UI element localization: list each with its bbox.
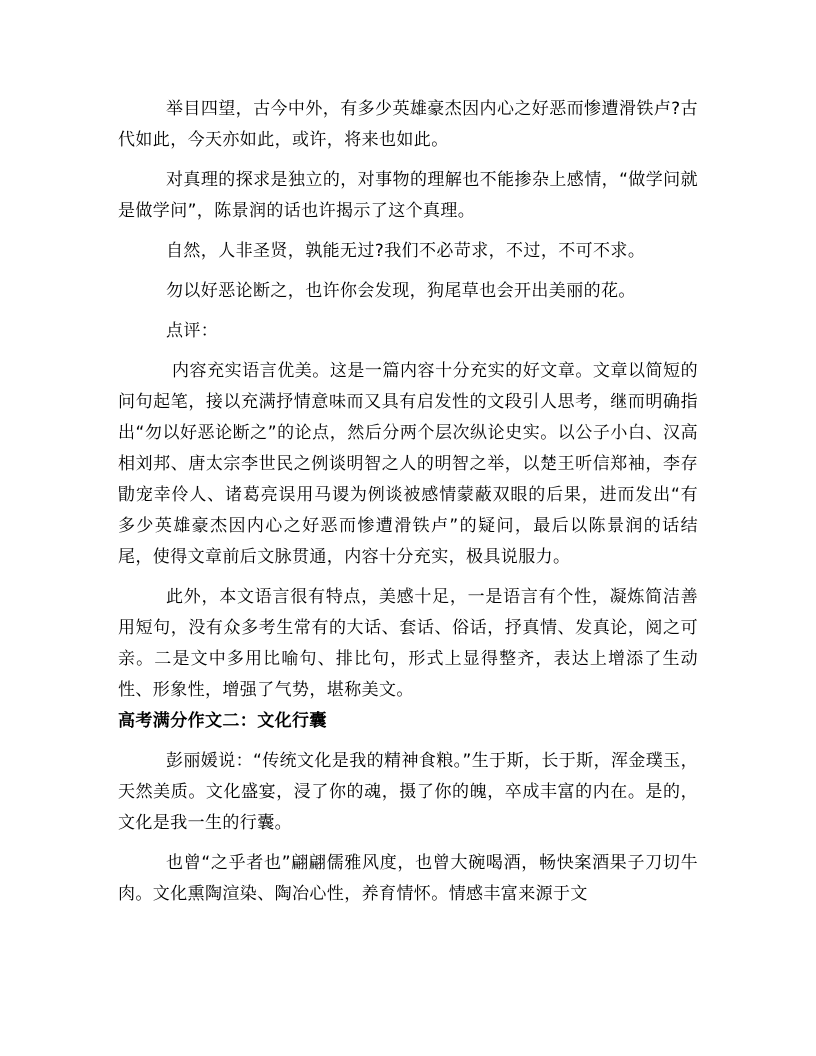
essay-heading: 高考满分作文二：文化行囊 [118,711,327,731]
paragraph-culture: 彭丽媛说：“传统文化是我的精神食粮。”生于斯，长于斯，浑金璞玉，天然美质。文化盛宴，浸了你的魂，摄了你的魄，卒成丰富的内在。是的，文化是我一生的行囊。 [118,751,698,833]
paragraph-language: 此外，本文语言很有特点，美感十足，一是语言有个性，凝炼简洁善用短句，没有众多考生常有的大话、套话、俗话，抒真情、发真论，阅之可亲。二是文中多用比喻句、排比句，形式上显得整齐，表达上增添了生动性、形象性，增强了气势，堪称美文。 [118,587,698,700]
paragraph-history: 举目四望，古今中外，有多少英雄豪杰因内心之好恶而惨遭滑铁卢?古代如此，今天亦如此，或许，将来也如此。 [118,99,698,150]
review-label: 点评： [166,321,219,341]
document-page [118,94,698,910]
paragraph-sages: 自然，人非圣贤，孰能无过?我们不必苛求，不过，不可不求。 [166,241,646,261]
paragraph-review: 内容充实语言优美。这是一篇内容十分充实的好文章。文章以简短的问句起笔，接以充满抒情意味而又具有启发性的文段引人思考，继而明确指出“勿以好恶论断之”的论点，然后分两个层次纵论史实。以公子小白、汉高相刘邦、唐太宗李世民之例谈明智之人的明智之举，以楚王听信郑袖，李存勖宠幸伶人、诸葛亮误用马谡为例谈被感情蒙蔽双眼的后果，进而发出“有多少英雄豪杰因内心之好恶而惨遭滑铁卢”的疑问，最后以陈景润的话结尾，使得文章前后文脉贯通，内容十分充实，极具说服力。 [118,361,698,567]
paragraph-truth: 对真理的探求是独立的，对事物的理解也不能掺杂上感情，“做学问就是做学问”，陈景润的话也许揭示了这个真理。 [118,170,698,221]
paragraph-flower: 勿以好恶论断之，也许你会发现，狗尾草也会开出美丽的花。 [166,281,636,301]
paragraph-scholar: 也曾“之乎者也”翩翩儒雅风度，也曾大碗喝酒，畅快案酒果子刀切牛肉。文化熏陶渲染、陶冶心性，养育情怀。情感丰富来源于文 [118,853,698,904]
